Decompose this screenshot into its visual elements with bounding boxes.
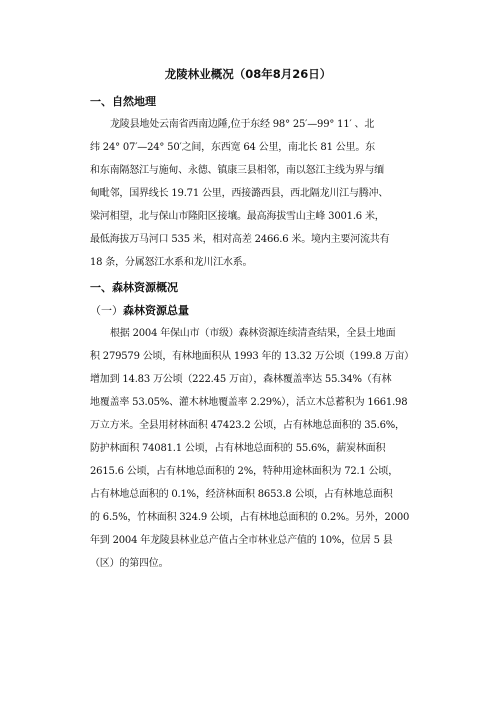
paragraph-line: 梁河相望，北与保山市隆阳区接壤。最高海拔雪山主峰 3001.6 米， [90,211,385,222]
paragraph-line: （区）的第四位。 [90,558,169,569]
subsection-title: 森林资源总量 [123,304,189,317]
subsection-number: （一） [90,304,123,317]
paragraph-line: 增加到 14.83 万公顷（222.45 万亩），森林覆盖率达 55.34%（有林 [90,374,392,385]
paragraph-line: 年到 2004 年龙陵县林业总产值占全市林业总产值的 10%，位居 5 县 [90,535,393,546]
paragraph-line: 龙陵县地处云南省西南边陲,位于东经 98° 25′—99° 11′ 、北 [110,119,375,130]
paragraph-line: 甸毗邻，国界线长 19.71 公里，西接潞西县，西北隔龙川江与腾冲、 [90,188,389,199]
document-title: 龙陵林业概况（08年8月26日） [164,67,332,81]
paragraph-line: 和东南隔怒江与施甸、永德、镇康三县相邻，南以怒江主线为界与缅 [90,165,384,176]
paragraph-line: 万立方米。全县用材林面积 47423.2 公顷，占有林地总面积的 35.6%， [90,420,405,431]
paragraph-line: 最低海拔万马河口 535 米，相对高差 2466.6 米。境内主要河流共有 [90,234,390,245]
paragraph-line: 2615.6 公顷，占有林地总面积的 2%，特种用途林面积为 72.1 公顷， [90,466,399,477]
paragraph-line: 地覆盖率 53.05%、灌木林地覆盖率 2.29%），活立木总蓄积为 1661.98 [90,397,408,408]
paragraph-line: 根据 2004 年保山市（市级）森林资源连续清查结果，全县土地面 [110,328,396,339]
section-heading-natural-geography: 一、自然地理 [90,95,156,108]
paragraph-line: 防护林面积 74081.1 公顷，占有林地总面积的 55.6%，薪炭林面积 [90,443,386,454]
section-heading-forest-resources: 一、森林资源概况 [90,281,178,294]
subsection-heading [90,303,189,319]
paragraph-line: 积 279579 公顷，有林地面积从 1993 年的 13.32 万公顷（199.8 万亩） [90,351,414,362]
paragraph-line: 占有林地总面积的 0.1%，经济林面积 8653.8 公顷，占有林地总面积 [90,489,393,500]
paragraph-line: 的 6.5%，竹林面积 324.9 公顷，占有林地总面积的 0.2%。另外，2000 [90,512,410,523]
paragraph-line: 18 条，分属怒江水系和龙川江水系。 [90,257,253,268]
paragraph-line: 纬 24° 07′—24° 50′之间，东西宽 64 公里，南北长 81 公里。东 [90,142,375,153]
